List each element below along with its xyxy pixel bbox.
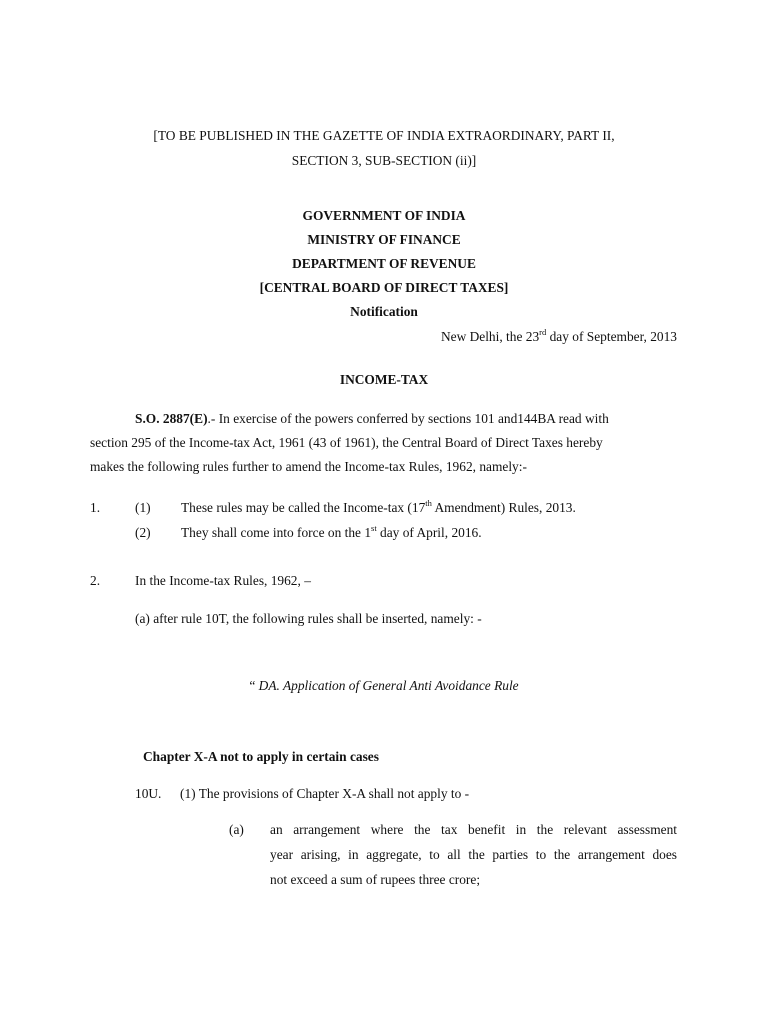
- rule-2-clause-a: (a) after rule 10T, the following rules shall be inserted, namely: -: [135, 611, 482, 626]
- inserted-rule-heading: [0, 679, 768, 692]
- rule-1-sub-1-text: [181, 498, 576, 515]
- rule-10u-item-a-line-2: year arising, in aggregate, to all the parties to the arrangement does: [270, 847, 677, 862]
- notification-heading: Notification: [350, 304, 418, 319]
- rule-1-sub-2-sup: st: [371, 523, 377, 533]
- rule-1-sub-2-prefix: They shall come into force on the 1: [181, 525, 372, 540]
- preamble-line-1-text: .- In exercise of the powers conferred by sections 101 and144BA read with: [207, 411, 609, 426]
- rule-2-number: 2.: [90, 573, 101, 588]
- date-line-suffix: day of September, 2013: [546, 329, 677, 344]
- rule-10u-item-a-label: (a): [229, 822, 244, 837]
- chapter-heading: Chapter X-A not to apply in certain cases: [143, 749, 379, 764]
- preamble-line-1: [135, 412, 609, 425]
- opening-quote-mark: “: [249, 678, 259, 693]
- rule-1-number: 1.: [90, 500, 101, 515]
- department-heading: DEPARTMENT OF REVENUE: [292, 256, 476, 271]
- preamble-line-3: makes the following rules further to amend the Income-tax Rules, 1962, namely:-: [90, 459, 527, 474]
- notification-ref: S.O. 2887(E): [135, 411, 208, 426]
- rule-1-sub-1-prefix: These rules may be called the Income-tax (17: [181, 500, 426, 515]
- date-line-sup: rd: [539, 327, 547, 337]
- date-line-prefix: New Delhi, the 23: [440, 329, 540, 344]
- rule-10u-item-a-line-3: not exceed a sum of rupees three crore;: [270, 872, 481, 887]
- rule-1-sub-1-number: (1): [135, 500, 151, 515]
- rule-1-sub-2-text: [181, 523, 482, 540]
- rule-10u-item-a-line-1: an arrangement where the tax benefit in the relevant assessment: [270, 822, 677, 837]
- rule-1-sub-2-number: (2): [135, 525, 151, 540]
- inserted-rule-title: DA. Application of General Anti Avoidance Rule: [258, 678, 519, 693]
- rule-10u-number: 10U.: [135, 786, 162, 801]
- government-heading: GOVERNMENT OF INDIA: [302, 208, 466, 223]
- gazette-header-line-1: [TO BE PUBLISHED IN THE GAZETTE OF INDIA EXTRAORDINARY, PART II,: [153, 128, 615, 143]
- rule-1-sub-2-suffix: day of April, 2016.: [376, 525, 482, 540]
- ministry-heading: MINISTRY OF FINANCE: [307, 232, 461, 247]
- date-line: [440, 327, 677, 344]
- rule-1-sub-1-sup: th: [425, 498, 432, 508]
- gazette-header-line-2: SECTION 3, SUB-SECTION (ii)]: [291, 153, 477, 168]
- rule-10u-text: (1) The provisions of Chapter X-A shall not apply to -: [180, 786, 470, 801]
- preamble-line-2: section 295 of the Income-tax Act, 1961 (43 of 1961), the Central Board of Direct Taxes hereby: [90, 435, 603, 450]
- subject-heading: INCOME-TAX: [339, 372, 429, 387]
- board-heading: [CENTRAL BOARD OF DIRECT TAXES]: [259, 280, 509, 295]
- rule-1-sub-1-suffix: Amendment) Rules, 2013.: [431, 500, 576, 515]
- rule-2-text: In the Income-tax Rules, 1962, –: [135, 573, 311, 588]
